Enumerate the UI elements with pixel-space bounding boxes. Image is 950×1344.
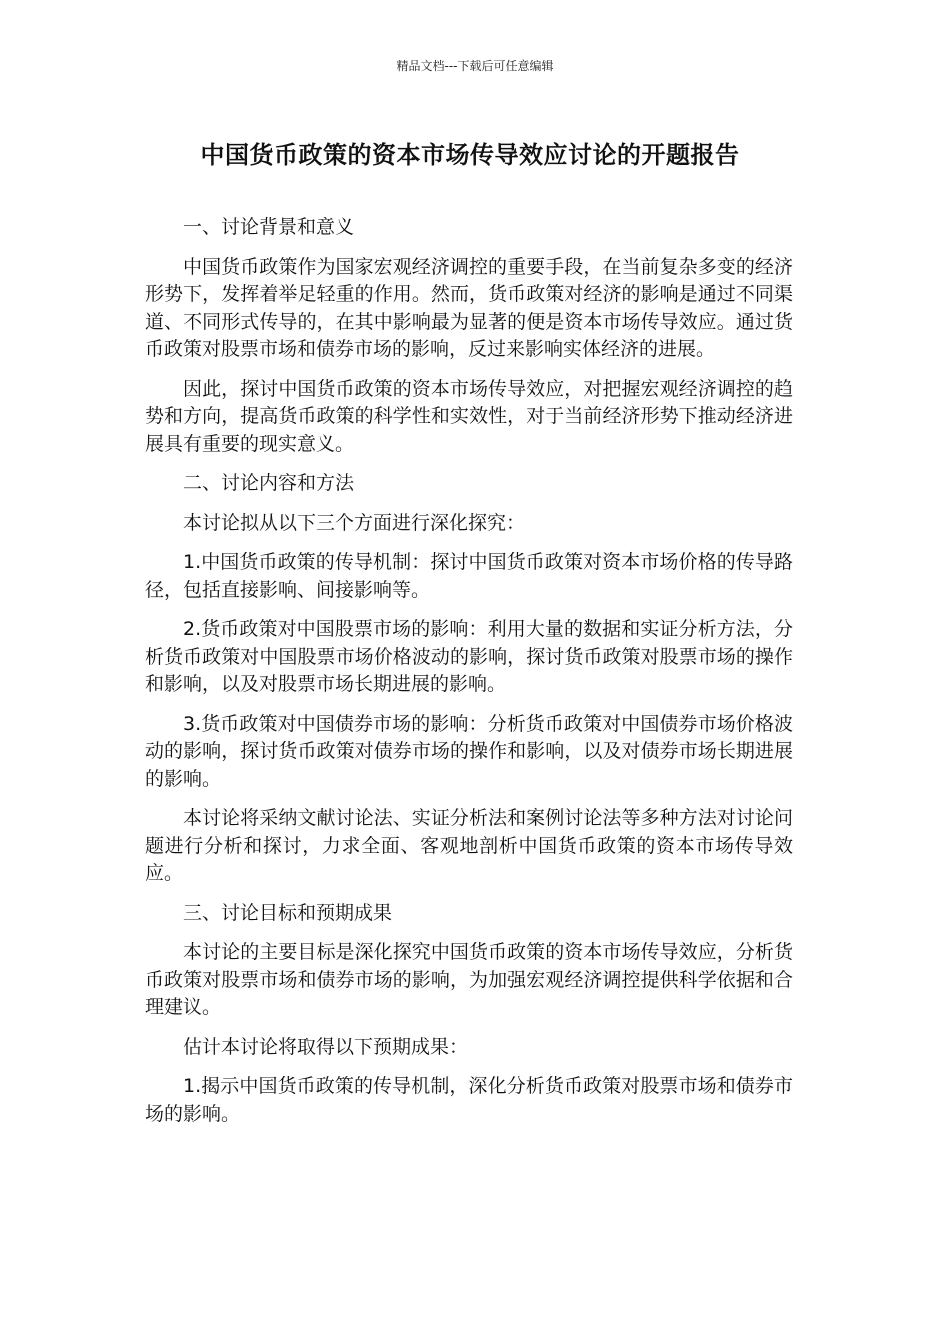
paragraph-methods: 本讨论将采纳文献讨论法、实证分析法和案例讨论法等多种方法对讨论问题进行分析和探讨，力求全面、客观地剖析中国货币政策的资本市场传导效应。 — [145, 807, 793, 884]
list-item-bond-market: 3.货币政策对中国债券市场的影响：分析货币政策对中国债券市场价格波动的影响，探讨货币政策对债券市场的操作和影响，以及对债券市场长期进展的影响。 — [145, 712, 793, 790]
list-item-outcome-1: 1.揭示中国货币政策的传导机制，深化分析货币政策对股票市场和债券市场的影响。 — [145, 1075, 793, 1125]
list-item-transmission-mechanism: 1.中国货币政策的传导机制：探讨中国货币政策对资本市场价格的传导路径，包括直接影响、间接影响等。 — [145, 551, 793, 601]
paragraph-outcomes-intro: 估计本讨论将取得以下预期成果： — [183, 1035, 469, 1058]
paragraph-significance: 因此，探讨中国货币政策的资本市场传导效应，对把握宏观经济调控的趋势和方向，提高货币政策的科学性和实效性，对于当前经济形势下推动经济进展具有重要的现实意义。 — [145, 377, 793, 455]
paragraph-research-intro: 本讨论拟从以下三个方面进行深化探究： — [183, 511, 526, 534]
section-heading-content-methods: 二、讨论内容和方法 — [183, 472, 355, 494]
document-title: 中国货币政策的资本市场传导效应讨论的开题报告 — [200, 141, 740, 169]
paragraph-goals: 本讨论的主要目标是深化探究中国货币政策的资本市场传导效应，分析货币政策对股票市场和债券市场的影响，为加强宏观经济调控提供科学依据和合理建议。 — [145, 941, 793, 1018]
section-heading-background: 一、讨论背景和意义 — [183, 216, 355, 238]
document-body — [145, 214, 793, 1140]
paragraph-background: 中国货币政策作为国家宏观经济调控的重要手段，在当前复杂多变的经济形势下，发挥着举足轻重的作用。然而，货币政策对经济的影响是通过不同渠道、不同形式传导的，在其中影响最为显著的便是资本市场传导效应。通过货币政策对股票市场和债券市场的影响，反过来影响实体经济的进展。 — [145, 255, 793, 360]
header-note: 精品文档---下载后可任意编辑 — [396, 59, 554, 73]
list-item-stock-market: 2.货币政策对中国股票市场的影响：利用大量的数据和实证分析方法，分析货币政策对中国股票市场价格波动的影响，探讨货币政策对股票市场的操作和影响，以及对股票市场长期进展的影响。 — [145, 618, 793, 695]
section-heading-goals-outcomes: 三、讨论目标和预期成果 — [183, 901, 393, 924]
